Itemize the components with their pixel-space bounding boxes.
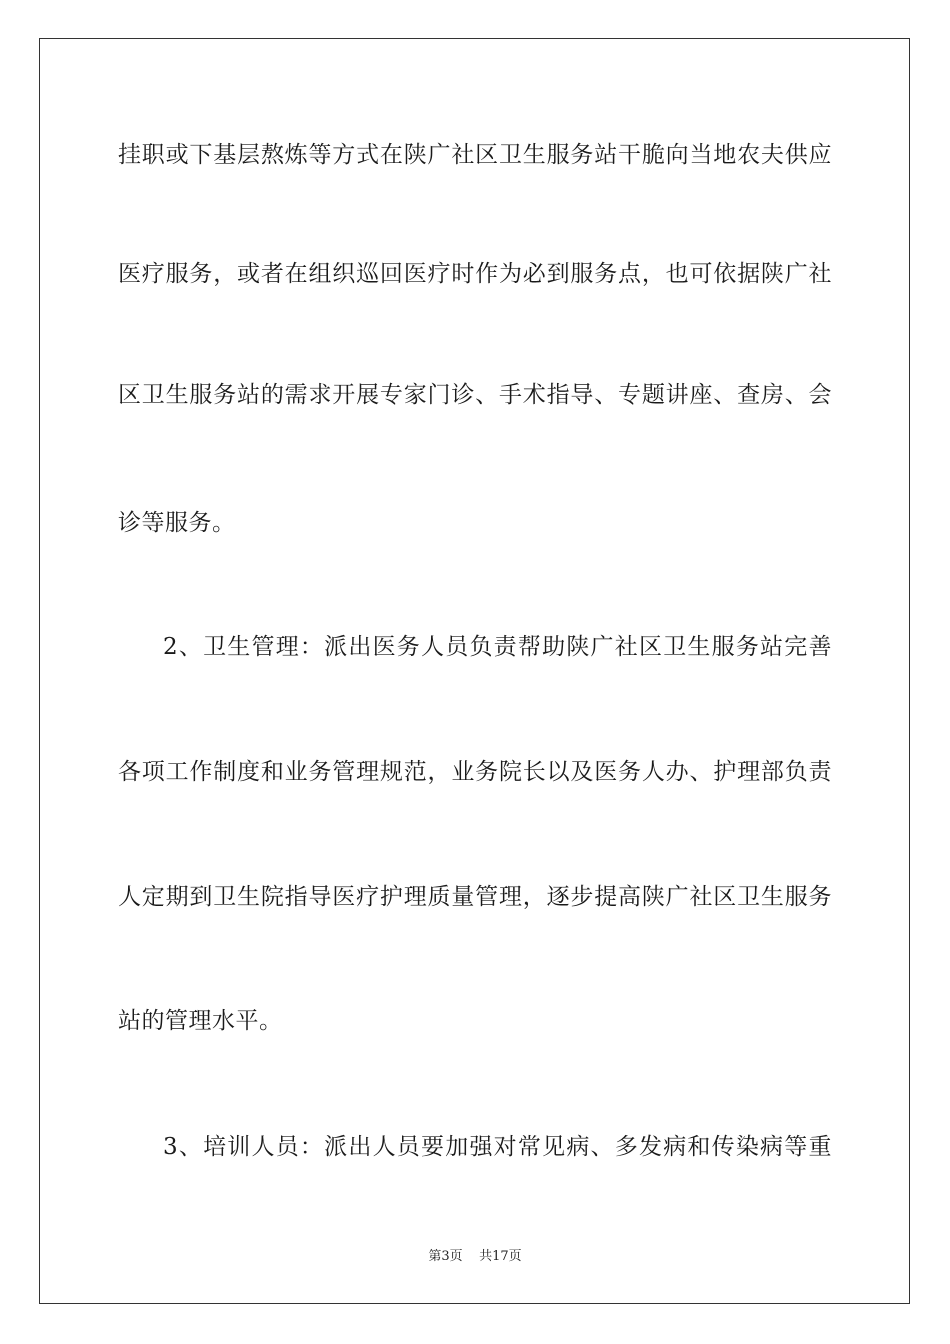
page-border (39, 38, 910, 1304)
text-line: 2、卫生管理：派出医务人员负责帮助陕广社区卫生服务站完善 (163, 634, 832, 660)
text-line: 医疗服务，或者在组织巡回医疗时作为必到服务点，也可依据陕广社 (118, 261, 832, 287)
text-line: 区卫生服务站的需求开展专家门诊、手术指导、专题讲座、查房、会 (118, 382, 832, 408)
text-line: 3、培训人员：派出人员要加强对常见病、多发病和传染病等重 (163, 1134, 832, 1160)
text-line: 站的管理水平。 (118, 1008, 283, 1034)
text-line: 各项工作制度和业务管理规范，业务院长以及医务人办、护理部负责 (118, 759, 832, 785)
page-number: 第3页 (428, 1249, 463, 1264)
text-line: 诊等服务。 (118, 510, 236, 536)
text-line: 人定期到卫生院指导医疗护理质量管理，逐步提高陕广社区卫生服务 (118, 884, 832, 910)
page-footer (0, 1248, 950, 1266)
text-line: 挂职或下基层熬炼等方式在陕广社区卫生服务站干脆向当地农夫供应 (118, 142, 832, 168)
page-total: 共17页 (479, 1249, 522, 1264)
